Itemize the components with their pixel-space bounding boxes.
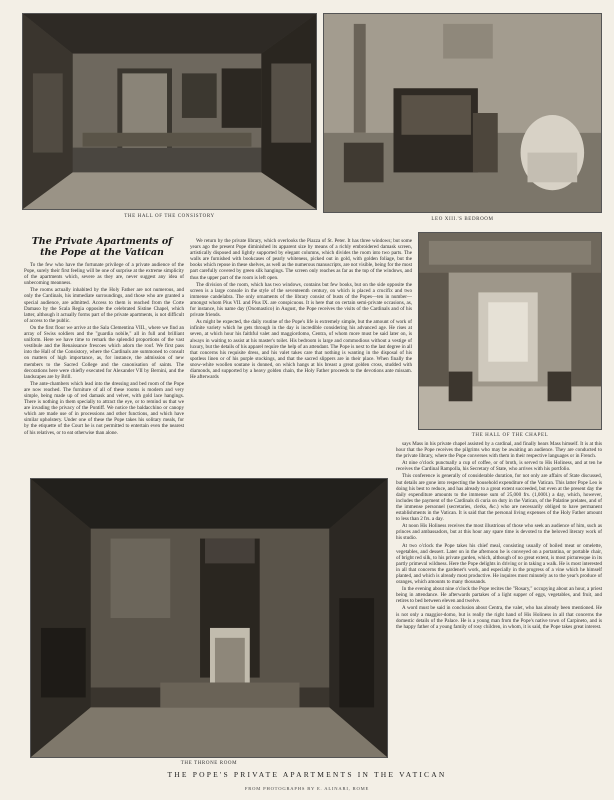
- article-column-3: [396, 441, 602, 767]
- col3-paragraph: At noon His Holiness receives the most illustrious of those who seek an audience of him, such as princes and ambassadors, but at this hour any spare time is devoted to the beloved literary work of his studio.: [396, 523, 602, 542]
- photo-credit: FROM PHOTOGRAPHS BY E. ALINARI, ROME: [244, 786, 370, 791]
- col3-paragraph: says Mass in his private chapel assisted by a cardinal, and finally hears Mass himself. It is at this hour that the Pope receives the pilgrims who may be awaiting an audience. They are conducted to the private library, where the Pope converses with them in their respective languages or in French.: [396, 441, 602, 460]
- col2-paragraph: The division of the room, which has two windows, contains but few books, but on the side opposite the screen is a large console in the style of the seventeenth century, on which is placed a crucifix and two immense candelabra. The only ornaments of the library consist of busts of the Popes—ten in number—amongst whom Pius VII. and Pius IX. are conspicuous. It is here that on certain semi-private occasions, as, for instance, his name day (Onomastico) in August, the Pope receives the visits of the Cardinals and of his private friends.: [190, 281, 412, 319]
- page-title: THE POPE'S PRIVATE APARTMENTS IN THE VATICAN: [167, 770, 447, 779]
- article-column-1: [24, 262, 184, 474]
- col2-paragraph: As might be expected, the daily routine of the Pope's life is extremely simple, but the amount of work of infinite variety which he gets through in the day is incredible considering his advanced age. He rises at seven, at which hour his faithful valet and maggiordomo, Centra, of whom more must be said later on, is always in waiting to assist at his master's toilet. His bedroom is large and commodious without a vestige of luxury, but the details of his apparel require the help of an attendant. The Pope is next to the last degree in all that concerns his requisite dress, and his valet takes care that nothing is wanting in the disposal of his spotless linen or of his purple stockings, and that the sacred slippers are in their place. When finally the snow-white woollen soutane is donned, on which hangs at his breast a great golden cross, studded with diamonds, and supported by a heavy golden chain, the Holy Father proceeds to the devotions ante missam. He afterwards: [190, 319, 412, 381]
- col3-paragraph: In the evening about nine o'clock the Pope recites the "Rosary," occupying about an hour, a priest being in attendance. He afterwards partakes of a light supper of eggs, vegetables, and fruit, and retires to bed between eleven and twelve.: [396, 586, 602, 605]
- caption-chapel: THE HALL OF THE CHAPEL: [471, 433, 549, 438]
- photo-hall-of-consistory: [22, 13, 317, 210]
- col1-paragraph: On the first floor we arrive at the Sala Clementina VIII., where we find an array of Swiss soldiers and the "guardia nobile," all in full and brilliant uniform. Here we have time to remark the splendid proportions of the vast vestibule and the Renaissance frescoes which adorn the roof. We first pass into the Hall of the Consistory, where the Cardinals are summoned to consult on matters of high importance, as, for instance, the admission of new members to the Sacred College and the canonisation of saints. The decorations here were chiefly executed for Alexander VII by Bernini, and the landscapes are by Brill.: [24, 324, 184, 380]
- col1-paragraph: The rooms actually inhabited by the Holy Father are not numerous, and only the Cardinals, his immediate surroundings, and those who are granted a special audience, are admitted. Access to them is reached from the Corte Damaso by the Scala Regia opposite the celebrated Sistine Chapel, which latter, although it actually forms part of the private apartments, is not difficult of access to the public.: [24, 287, 184, 324]
- article-column-2: [190, 238, 412, 474]
- col2-paragraph: We return by the private library, which overlooks the Piazza of St. Peter. It has three windows; but some years ago the present Pope diminished its apparent size by means of a richly embroidered damask screen, artistically disposed and lightly supported by elegant columns, which divides the room into two parts. The walls are furnished with bookcases of pearly whiteness, picked out in gold, with golden foliage, but the books which repose in these shelves, as well as the numerous manuscripts, are not visible, being for the most part carefully covered by green silk hangings. The screen only reaches as far as the top of the windows, and thus the upper part of the room is left open.: [190, 238, 412, 281]
- col1-paragraph: The ante-chambers which lead into the dressing and bed room of the Pope are now reached. The furniture of all of these rooms is modern and very simple, being made up of red damask and velvet, with gold lace hangings. There is nothing in them specially to attract the eye, or to remind us that we are invading the privacy of the Pontiff. We notice the baldacchino or canopy which are made use of in processions and other functions, and which have similar upholstery. Under one of these the Pope takes his solitary meals, for by the etiquette of the Court he is not permitted to entertain even the nearest of his relatives, or to eat otherwise than alone.: [24, 380, 184, 436]
- col3-paragraph: At two o'clock the Pope takes his chief meal, consisting usually of boiled meat or omelette, vegetables, and dessert. Later on in the afternoon he is conveyed on a portantina, or portable chair, of bright red silk, to his private garden, which, although of no great extent, is most picturesque in its partly primeval wildness. Here the Pope delights in driving or in taking a walk. He is most interested in all that concerns the gardener's work, and especially in the progress of a vine which he himself planted, and which is already most productive. He inquires most minutely as to the year's produce of oranges, which amounts to many thousands.: [396, 542, 602, 586]
- col3-paragraph: A word must be said in conclusion about Centra, the valet, who has already been mentioned. He is not only a maggior-domo, but is really the right hand of His Holiness in all that concerns the domestic details of the Palace. He is a young man from the Pope's native town of Carpineto, and is the happy father of a young family of rosy children, in whom, it is said, the Pope takes great interest.: [396, 605, 602, 630]
- caption-throne-room: THE THRONE ROOM: [180, 761, 238, 766]
- chapel-illustration: [419, 233, 601, 429]
- caption-bedroom: LEO XIII.'S BEDROOM: [431, 217, 494, 222]
- photo-throne-room: [30, 478, 388, 758]
- caption-consistory: THE HALL OF THE CONSISTORY: [124, 214, 215, 219]
- throne-room-illustration: [31, 479, 387, 757]
- col3-paragraph: At nine o'clock punctually a cup of coffee, or of broth, is served to His Holiness, and at ten he receives the Cardinal Rampolla, his Secretary of State, who arrives with his portfolio.: [396, 460, 602, 473]
- article-heading: The Private Apartments of the Pope at the Vatican: [31, 236, 173, 258]
- col3-paragraph: This conference is generally of considerable duration, for not only are affairs of State discussed, but details are gone into respecting the household expenditure of the Vatican. This latter Pope Leo is doing his best to reduce, and has already to a great extent succeeded, but even at the present day the daily expenditure amounts to the immense sum of 25,000 frs. (1,000l.) a day, which, however, includes the payment of the Cardinals di curia on duty in the Vatican, of the Palatine prelates, and of the immense personnel (secretaries, clerks, &c.) who are necessarily obliged to have permanent establishments in the Vatican. It is said that the personal living expenses of the Holy Father amount to less than 2 frs. a day.: [396, 473, 602, 523]
- bedroom-illustration: [324, 14, 601, 212]
- col1-paragraph: To the few who have the fortunate privilege of a private audience of the Pope, surely their first feeling will be one of surprise at the extreme simplicity of the apartments which, severe as they are, never suggest any idea of unbecoming meanness.: [24, 262, 184, 287]
- photo-bedroom: [323, 13, 602, 213]
- consistory-illustration: [23, 14, 316, 209]
- photo-hall-of-chapel: [418, 232, 602, 430]
